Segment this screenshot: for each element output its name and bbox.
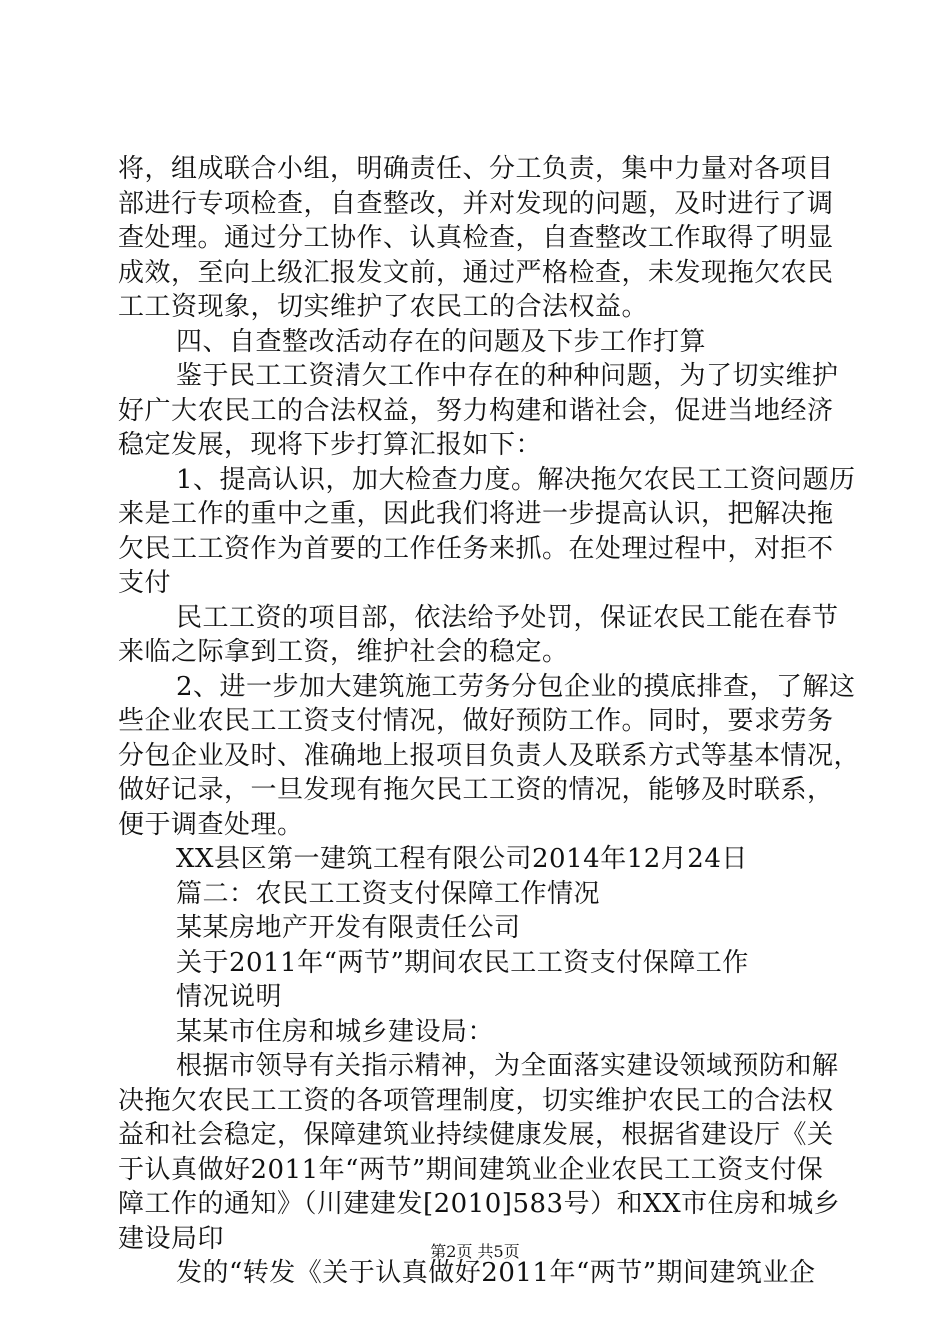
text-line: 建设局印 xyxy=(118,1223,225,1254)
text-line: 成效，至向上级汇报发文前，通过严格检查，未发现拖欠农民 xyxy=(118,257,834,288)
text-line: 来临之际拿到工资，维护社会的稳定。 xyxy=(118,637,569,667)
text-line: 某某市住房和城乡建设局： xyxy=(176,1016,495,1047)
page-footer xyxy=(0,1242,950,1262)
text-line: 篇二：农民工工资支付保障工作情况 xyxy=(176,878,601,909)
text-line: 情况说明 xyxy=(176,982,283,1012)
text-line: 2、进一步加大建筑施工劳务分包企业的摸底排查，了解这 xyxy=(176,671,856,702)
text-line: 支付 xyxy=(118,568,172,598)
text-line: 民工工资的项目部，依法给予处罚，保证农民工能在春节 xyxy=(176,602,839,633)
text-line: 1、提高认识，加大检查力度。解决拖欠农民工工资问题历 xyxy=(176,464,856,495)
text-line: 分包企业及时、准确地上报项目负责人及联系方式等基本情况， xyxy=(118,740,861,771)
text-line: 四、自查整改活动存在的问题及下步工作打算 xyxy=(176,326,707,357)
text-line: 障工作的通知》（川建建发[2010]583号）和XX市住房和城乡 xyxy=(118,1189,841,1219)
text-line: 益和社会稳定，保障建筑业持续健康发展，根据省建设厅《关 xyxy=(118,1120,834,1150)
text-line: 做好记录，一旦发现有拖欠民工工资的情况，能够及时联系， xyxy=(118,775,834,805)
text-line: 发的“转发《关于认真做好2011年“两节”期间建筑业企 xyxy=(176,1258,816,1288)
text-line: XX县区第一建筑工程有限公司2014年12月24日 xyxy=(176,844,748,874)
text-line: 稳定发展，现将下步打算汇报如下： xyxy=(118,430,543,460)
text-line: 欠民工工资作为首要的工作任务来抓。在处理过程中，对拒不 xyxy=(118,533,834,564)
text-line: 某某房地产开发有限责任公司 xyxy=(176,913,521,943)
text-line: 关于2011年“两节”期间农民工工资支付保障工作 xyxy=(176,947,749,978)
text-line: 将，组成联合小组，明确责任、分工负责，集中力量对各项目 xyxy=(118,154,834,184)
text-line: 根据市领导有关指示精神，为全面落实建设领域预防和解 xyxy=(176,1051,839,1081)
text-line: 决拖欠农民工工资的各项管理制度，切实维护农民工的合法权 xyxy=(118,1085,834,1116)
document-body xyxy=(118,152,861,1291)
text-line: 部进行专项检查，自查整改，并对发现的问题，及时进行了调 xyxy=(118,188,834,219)
text-line: 好广大农民工的合法权益，努力构建和谐社会，促进当地经济 xyxy=(118,395,834,426)
text-line: 于认真做好2011年“两节”期间建筑业企业农民工工资支付保 xyxy=(118,1154,824,1185)
text-line: 工工资现象，切实维护了农民工的合法权益。 xyxy=(118,292,649,322)
text-line: 来是工作的重中之重，因此我们将进一步提高认识，把解决拖 xyxy=(118,499,834,529)
page-number-label: 第2页 共5页 xyxy=(430,1242,520,1261)
text-line: 便于调查处理。 xyxy=(118,809,304,840)
text-line: 鉴于民工工资清欠工作中存在的种种问题，为了切实维护 xyxy=(176,361,839,391)
text-line: 些企业农民工工资支付情况，做好预防工作。同时，要求劳务 xyxy=(118,706,834,736)
text-line: 查处理。通过分工协作、认真检查，自查整改工作取得了明显 xyxy=(118,223,834,253)
